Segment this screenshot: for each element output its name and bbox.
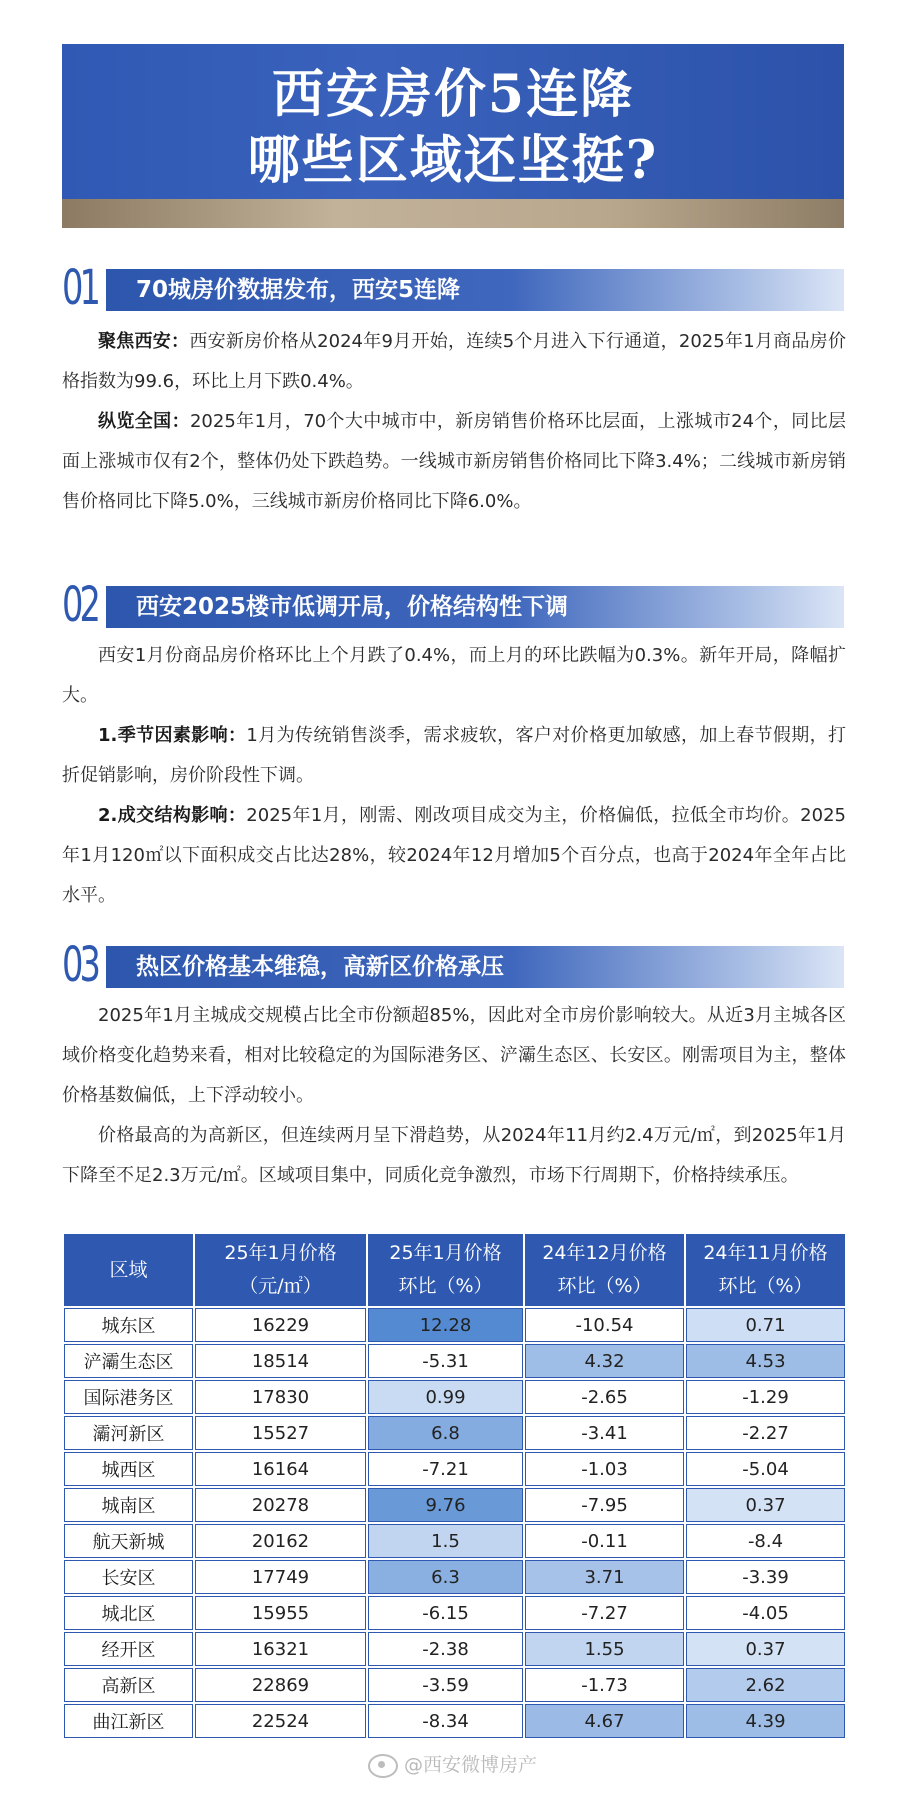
section-1-title: 70城房价数据发布，西安5连降 <box>136 277 461 303</box>
table-body <box>63 1307 846 1739</box>
header-jan-mom <box>367 1233 524 1307</box>
mom-cell: -1.03 <box>524 1451 685 1487</box>
table-row <box>63 1487 846 1523</box>
paragraph-text: 西安1月份商品房价格环比上个月跌了0.4%，而上月的环比跌幅为0.3%。新年开局，降幅扩大。 <box>62 645 846 706</box>
header-line: 25年1月价格 <box>224 1242 337 1264</box>
header-line: 环比（%） <box>718 1275 813 1297</box>
table-row <box>63 1667 846 1703</box>
table-row <box>63 1631 846 1667</box>
mom-cell: -6.15 <box>367 1595 524 1631</box>
mom-cell: -3.39 <box>685 1559 846 1595</box>
header-line: 25年1月价格 <box>389 1242 502 1264</box>
price-cell: 17830 <box>194 1379 367 1415</box>
price-cell: 16229 <box>194 1307 367 1343</box>
page-title <box>62 62 844 194</box>
region-cell: 高新区 <box>63 1667 194 1703</box>
region-cell: 浐灞生态区 <box>63 1343 194 1379</box>
mom-cell: 6.3 <box>367 1559 524 1595</box>
mom-cell: -7.27 <box>524 1595 685 1631</box>
table-header-row <box>63 1233 846 1307</box>
table-row <box>63 1379 846 1415</box>
mom-cell: -7.95 <box>524 1487 685 1523</box>
mom-cell: 0.99 <box>367 1379 524 1415</box>
paragraph-text: 2025年1月，刚需、刚改项目成交为主，价格偏低，拉低全市均价。2025年1月120㎡以下面积成交占比达28%，较2024年12月增加5个百分点，也高于2024年全年占比水平。 <box>62 805 846 906</box>
header-region <box>63 1233 194 1307</box>
section-3-header <box>62 937 844 993</box>
mom-cell: -7.21 <box>367 1451 524 1487</box>
region-cell: 曲江新区 <box>63 1703 194 1739</box>
title-line-2: 哪些区域还坚挺? <box>247 130 659 191</box>
section-2-header <box>62 577 844 633</box>
paragraph-text: 西安新房价格从2024年9月开始，连续5个月进入下行通道，2025年1月商品房价格指数为99.6，环比上月下跌0.4%。 <box>62 331 846 392</box>
price-cell: 22869 <box>194 1667 367 1703</box>
header-line: 24年12月价格 <box>542 1242 667 1264</box>
header-line: 24年11月价格 <box>703 1242 828 1264</box>
price-table-wrapper <box>62 1232 845 1740</box>
title-line-1: 西安房价5连降 <box>271 64 635 125</box>
mom-cell: 12.28 <box>367 1307 524 1343</box>
mom-cell: 0.71 <box>685 1307 846 1343</box>
paragraph-text: 2025年1月，70个大中城市中，新房销售价格环比层面，上涨城市24个，同比层面上涨城市仅有2个，整体仍处下跌趋势。一线城市新房销售价格同比下降3.4%；二线城市新房销售价格同比下降5.0%，三线城市新房价格同比下降6.0%。 <box>62 411 846 512</box>
mom-cell: -5.31 <box>367 1343 524 1379</box>
paragraph-lead: 纵览全国： <box>98 411 190 432</box>
mom-cell: 0.37 <box>685 1631 846 1667</box>
mom-cell: -1.29 <box>685 1379 846 1415</box>
mom-cell: -0.11 <box>524 1523 685 1559</box>
header-price <box>194 1233 367 1307</box>
section-2-number: 02 <box>62 577 98 633</box>
mom-cell: -5.04 <box>685 1451 846 1487</box>
price-cell: 18514 <box>194 1343 367 1379</box>
header-line: 区域 <box>109 1258 148 1281</box>
table-row <box>63 1451 846 1487</box>
mom-cell: -8.4 <box>685 1523 846 1559</box>
paragraph-text: 价格最高的为高新区，但连续两月呈下滑趋势，从2024年11月约2.4万元/㎡，到2025年1月下降至不足2.3万元/㎡。区域项目集中，同质化竞争激烈，市场下行周期下，价格持续承压。 <box>62 1125 846 1186</box>
section-2-paragraph-2 <box>62 716 846 796</box>
table-row <box>63 1595 846 1631</box>
section-1-paragraph-1 <box>62 322 846 402</box>
header-dec-mom <box>524 1233 685 1307</box>
price-cell: 22524 <box>194 1703 367 1739</box>
region-cell: 城南区 <box>63 1487 194 1523</box>
region-cell: 城西区 <box>63 1451 194 1487</box>
price-cell: 20278 <box>194 1487 367 1523</box>
mom-cell: 0.37 <box>685 1487 846 1523</box>
paragraph-lead: 1.季节因素影响： <box>98 725 247 746</box>
region-cell: 经开区 <box>63 1631 194 1667</box>
title-banner <box>62 44 844 199</box>
mom-cell: 2.62 <box>685 1667 846 1703</box>
banner-stripe <box>62 199 844 228</box>
section-2-title: 西安2025楼市低调开局，价格结构性下调 <box>136 594 569 620</box>
price-cell: 16321 <box>194 1631 367 1667</box>
mom-cell: -2.65 <box>524 1379 685 1415</box>
region-cell: 城北区 <box>63 1595 194 1631</box>
region-cell: 灞河新区 <box>63 1415 194 1451</box>
watermark <box>368 1750 537 1780</box>
table-row <box>63 1415 846 1451</box>
table-row <box>63 1307 846 1343</box>
mom-cell: -10.54 <box>524 1307 685 1343</box>
header-line: 环比（%） <box>557 1275 652 1297</box>
section-3-paragraph-1 <box>62 996 846 1116</box>
header-line: 环比（%） <box>398 1275 493 1297</box>
header-nov-mom <box>685 1233 846 1307</box>
price-cell: 15527 <box>194 1415 367 1451</box>
price-table <box>62 1232 847 1740</box>
price-cell: 15955 <box>194 1595 367 1631</box>
section-1-header <box>62 260 844 316</box>
mom-cell: -2.27 <box>685 1415 846 1451</box>
section-3-paragraph-2 <box>62 1116 846 1196</box>
section-2-paragraph-3 <box>62 796 846 916</box>
mom-cell: -8.34 <box>367 1703 524 1739</box>
mom-cell: 4.67 <box>524 1703 685 1739</box>
mom-cell: -4.05 <box>685 1595 846 1631</box>
mom-cell: -2.38 <box>367 1631 524 1667</box>
mom-cell: 4.32 <box>524 1343 685 1379</box>
table-row <box>63 1703 846 1739</box>
mom-cell: 4.39 <box>685 1703 846 1739</box>
table-row <box>63 1559 846 1595</box>
paragraph-lead: 聚焦西安： <box>98 331 190 352</box>
weibo-icon <box>368 1754 398 1778</box>
mom-cell: 6.8 <box>367 1415 524 1451</box>
section-1-number: 01 <box>62 260 98 316</box>
region-cell: 航天新城 <box>63 1523 194 1559</box>
mom-cell: 9.76 <box>367 1487 524 1523</box>
mom-cell: -1.73 <box>524 1667 685 1703</box>
paragraph-text: 1月为传统销售淡季，需求疲软，客户对价格更加敏感，加上春节假期，打折促销影响，房价阶段性下调。 <box>62 725 846 786</box>
price-cell: 16164 <box>194 1451 367 1487</box>
region-cell: 城东区 <box>63 1307 194 1343</box>
section-2-paragraph-1 <box>62 636 846 716</box>
mom-cell: -3.41 <box>524 1415 685 1451</box>
paragraph-text: 2025年1月主城成交规模占比全市份额超85%，因此对全市房价影响较大。从近3月主城各区域价格变化趋势来看，相对比较稳定的为国际港务区、浐灞生态区、长安区。刚需项目为主，整体价格基数偏低，上下浮动较小。 <box>62 1005 846 1106</box>
region-cell: 长安区 <box>63 1559 194 1595</box>
price-cell: 20162 <box>194 1523 367 1559</box>
watermark-text: @西安微博房产 <box>404 1754 538 1776</box>
section-1-paragraph-2 <box>62 402 846 522</box>
mom-cell: 1.5 <box>367 1523 524 1559</box>
mom-cell: 1.55 <box>524 1631 685 1667</box>
mom-cell: 3.71 <box>524 1559 685 1595</box>
section-3-title: 热区价格基本维稳，高新区价格承压 <box>136 954 504 980</box>
paragraph-lead: 2.成交结构影响： <box>98 805 247 826</box>
header-line: （元/㎡） <box>239 1275 322 1297</box>
table-row <box>63 1523 846 1559</box>
price-cell: 17749 <box>194 1559 367 1595</box>
mom-cell: -3.59 <box>367 1667 524 1703</box>
section-3-number: 03 <box>62 937 98 993</box>
mom-cell: 4.53 <box>685 1343 846 1379</box>
region-cell: 国际港务区 <box>63 1379 194 1415</box>
table-row <box>63 1343 846 1379</box>
